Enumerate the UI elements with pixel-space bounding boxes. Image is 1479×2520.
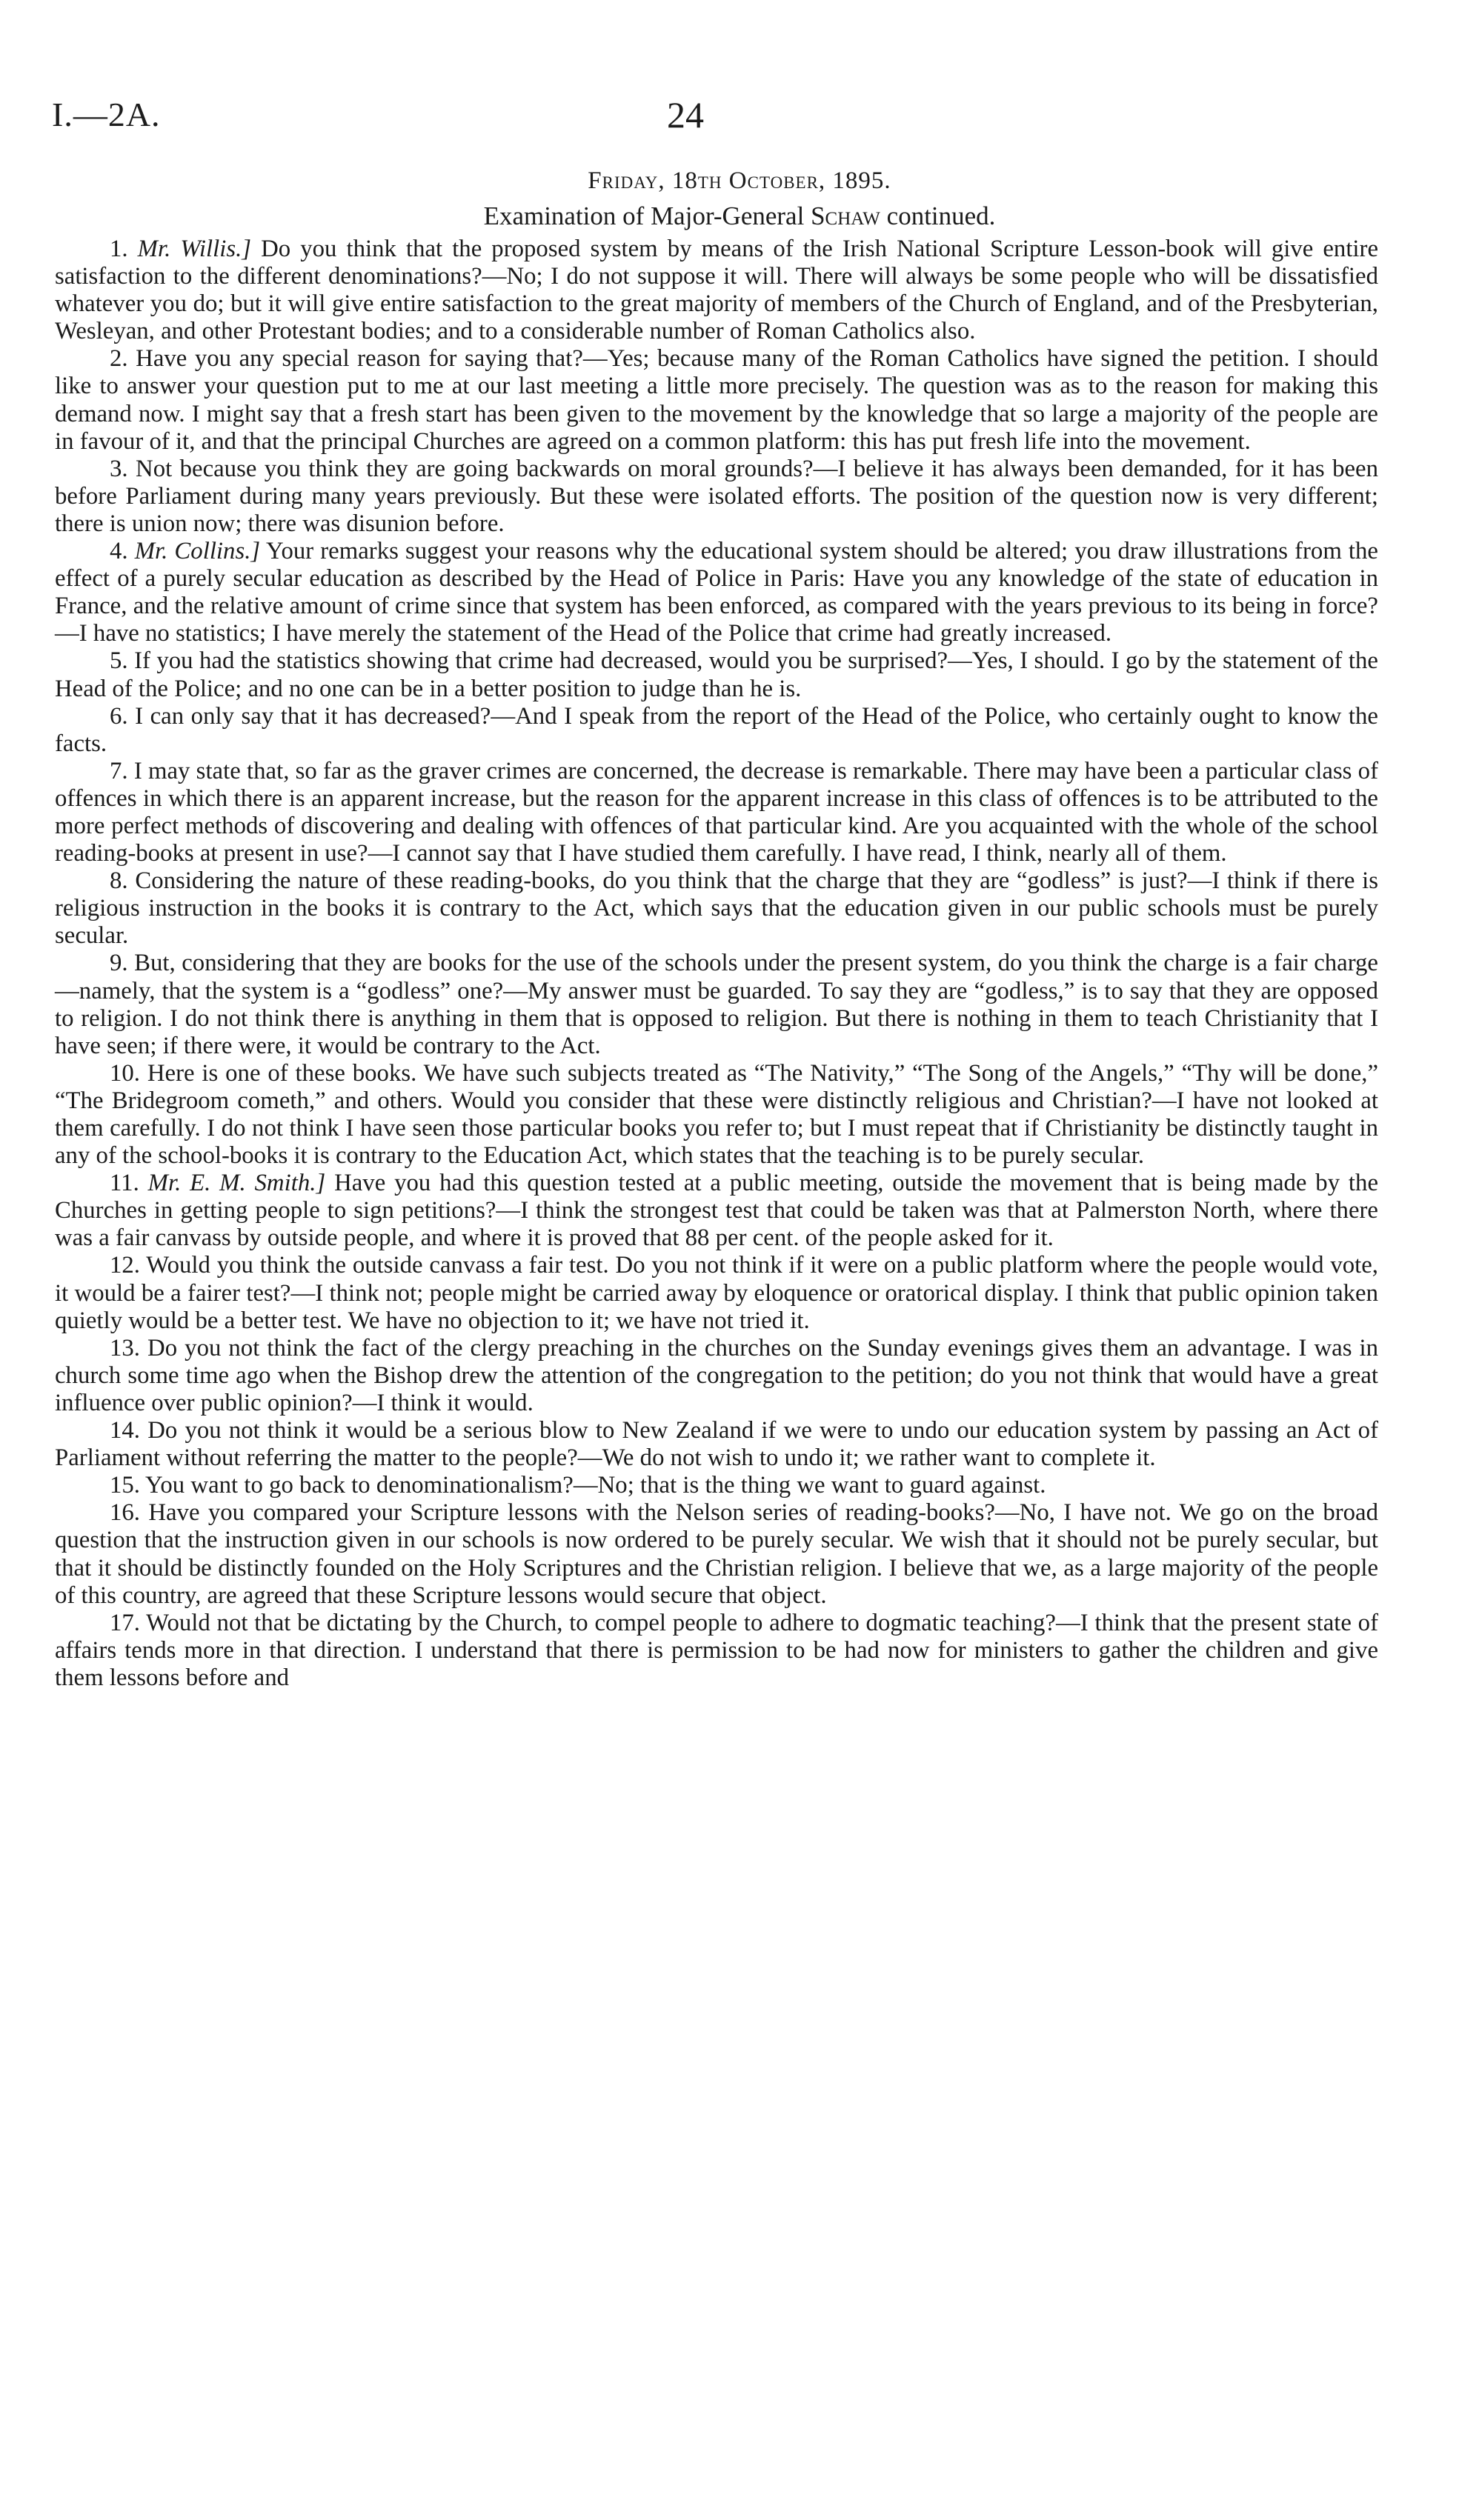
document-reference: I.—2A. xyxy=(52,96,161,133)
paragraph-text: I may state that, so far as the graver crimes are concerned, the decrease is remarkable. There may have been a particular class of offences in which there is an apparent increase, but the reason for the apparent increase in this class of offences is to be attributed to the more perfect methods of discovering and dealing with offences of that particular kind. Are you acquainted with the whole of the school reading-books at present in use?—I cannot say that I have studied them carefully. I have read, I think, nearly all of them. xyxy=(55,757,1378,867)
examination-subtitle xyxy=(0,201,1479,231)
testimony-body xyxy=(55,236,1378,1692)
testimony-paragraph xyxy=(55,1060,1378,1170)
paragraph-text: Have you compared your Scripture lessons with the Nelson series of reading-books?—No, I have not. We go on the broad question that the instruction given in our schools is now ordered to be purely secular. We wish that it should not be purely secular, but that it should be distinctly founded on the Holy Scriptures and the Christian religion. I believe that we, as a large majority of the people of this country, are agreed that these Scripture lessons would secure that object. xyxy=(55,1499,1378,1609)
subtitle-suffix: continued. xyxy=(886,201,996,230)
question-number: 7. xyxy=(110,757,128,784)
paragraph-text: Here is one of these books. We have such subjects treated as “The Nativity,” “The Song of the Angels,” “Thy will be done,” “The Bridegroom cometh,” and others. Would you consider that these were distinctly religious and Christian?—I have not looked at them carefully. I do not think I have seen those particular books you refer to; but I must repeat that if Christianity be distinctly taught in any of the school-books it is contrary to the Education Act, which states that the teaching is to be purely secular. xyxy=(55,1059,1379,1170)
paragraph-text: Have you had this question tested at a public meeting, outside the movement that is being made by the Churches in getting people to sign petitions?—I think the strongest test that could be taken was that at Palmerston North, where there was a fair canvass by outside people, and where it is proved that 88 per cent. of the people asked for it. xyxy=(55,1170,1379,1252)
testimony-paragraph xyxy=(55,758,1378,867)
paragraph-text: I can only say that it has decreased?—And I speak from the report of the Head of the Police, who certainly ought to know the facts. xyxy=(55,702,1378,757)
testimony-paragraph xyxy=(55,1499,1378,1609)
paragraph-text: Your remarks suggest your reasons why the educational system should be altered; you draw illustrations from the effect of a purely secular education as described by the Head of Police in Paris: Have you any knowledge of the state of education in France, and the relative amount of crime since that system has been enforced, as compared with the years previous to its being in force?—I have no statistics; I have merely the statement of the Head of the Police that crime had greatly increased. xyxy=(55,538,1378,647)
paragraph-text: Would not that be dictating by the Church, to compel people to adhere to dogmatic teaching?—I think that the present state of affairs tends more in that direction. I understand that there is permission to be had now for ministers to gather the children and give them lessons before and xyxy=(55,1609,1378,1691)
question-number: 1. xyxy=(110,236,128,262)
speaker-name: Mr. Collins.] xyxy=(134,538,261,565)
question-number: 4. xyxy=(110,538,128,565)
speaker-name: Mr. E. M. Smith.] xyxy=(147,1170,326,1197)
paragraph-text: Do you think that the proposed system by means of the Irish National Scripture Lesson-book will give entire satisfaction to the different denominations?—No; I do not suppose it will. There will always be some people who will be dissatisfied whatever you do; but it will give entire satisfaction to the great majority of members of the Church of England, and of the Presbyterian, Wesleyan, and other Protestant bodies; and to a considerable number of Roman Catholics also. xyxy=(55,236,1379,345)
question-number: 14. xyxy=(110,1417,140,1444)
question-number: 17. xyxy=(110,1609,140,1636)
paragraph-text: Do you not think it would be a serious blow to New Zealand if we were to undo our education system by passing an Act of Parliament without referring the matter to the people?—We do not wish to undo it; we rather want to complete it. xyxy=(55,1417,1378,1472)
question-number: 8. xyxy=(110,867,128,895)
paragraph-text: Not because you think they are going backwards on moral grounds?—I believe it has always been demanded, for it has been before Parliament during many years previously. But these were isolated efforts. The position of the question now is very different; there is union now; there was disunion before. xyxy=(55,455,1378,537)
testimony-paragraph xyxy=(55,703,1378,758)
question-number: 10. xyxy=(110,1059,140,1087)
question-number: 13. xyxy=(110,1334,140,1361)
testimony-paragraph xyxy=(55,1170,1378,1252)
testimony-paragraph xyxy=(55,867,1378,950)
question-number: 16. xyxy=(110,1499,140,1527)
testimony-paragraph xyxy=(55,456,1378,538)
question-number: 9. xyxy=(110,950,128,977)
testimony-paragraph xyxy=(55,1610,1378,1692)
question-number: 12. xyxy=(110,1252,140,1279)
question-number: 15. xyxy=(110,1472,140,1499)
testimony-paragraph xyxy=(55,1417,1378,1472)
question-number: 11. xyxy=(110,1170,139,1197)
testimony-paragraph xyxy=(55,538,1378,647)
speaker-name: Mr. Willis.] xyxy=(137,236,252,262)
paragraph-text: But, considering that they are books for the use of the schools under the present system, do you think the charge is a fair charge—namely, that the system is a “godless” one?—My answer must be guarded. To say they are “godless,” is to say that they are opposed to religion. I do not think there is anything in them that is opposed to religion. But there is nothing in them to teach Christianity that I have seen; if there were, it would be contrary to the Act. xyxy=(55,950,1378,1059)
paragraph-text: Would you think the outside canvass a fair test. Do you not think if it were on a public platform where the people would vote, it would be a fairer test?—I think not; people might be carried away by eloquence or oratorical display. I think that public opinion taken quietly would be a better test. We have no objection to it; we have not tried it. xyxy=(55,1252,1378,1334)
paragraph-text: Considering the nature of these reading-books, do you think that the charge that they are “godless” is just?—I think if there is religious instruction in the books it is contrary to the Act, which says that the education given in our public schools must be purely secular. xyxy=(55,867,1378,950)
testimony-paragraph xyxy=(55,647,1378,702)
paragraph-text: If you had the statistics showing that crime had decreased, would you be surprised?—Yes, I should. I go by the statement of the Head of the Police; and no one can be in a better position to judge than he is. xyxy=(55,647,1378,702)
question-number: 3. xyxy=(110,455,128,482)
question-number: 2. xyxy=(110,345,128,373)
testimony-paragraph xyxy=(55,236,1378,345)
testimony-paragraph xyxy=(55,345,1378,455)
witness-name: Schaw xyxy=(811,201,880,230)
paragraph-text: You want to go back to denominationalism?—No; that is the thing we want to guard against. xyxy=(144,1472,1046,1499)
testimony-paragraph xyxy=(55,1252,1378,1334)
paragraph-text: Have you any special reason for saying that?—Yes; because many of the Roman Catholics have signed the petition. I should like to answer your question put to me at our last meeting a little more precisely. The question was as to the reason for making this demand now. I might say that a fresh start has been given to the movement by the knowledge that so large a majority of the people are in favour of it, and that the principal Churches are agreed on a common platform: this has put fresh life into the movement. xyxy=(55,345,1379,455)
page-number: 24 xyxy=(667,94,704,136)
testimony-paragraph xyxy=(55,950,1378,1059)
paragraph-text: Do you not think the fact of the clergy preaching in the churches on the Sunday evenings gives them an advantage. I was in church some time ago when the Bishop drew the attention of the congregation to the petition; do you not think that would have a great influence over public opinion?—I think it would. xyxy=(55,1334,1378,1416)
question-number: 6. xyxy=(110,702,128,730)
subtitle-prefix: Examination of Major-General xyxy=(483,201,805,230)
testimony-paragraph xyxy=(55,1335,1378,1417)
question-number: 5. xyxy=(110,647,128,675)
session-date: Friday, 18th October, 1895. xyxy=(588,167,891,194)
testimony-paragraph xyxy=(55,1472,1378,1499)
